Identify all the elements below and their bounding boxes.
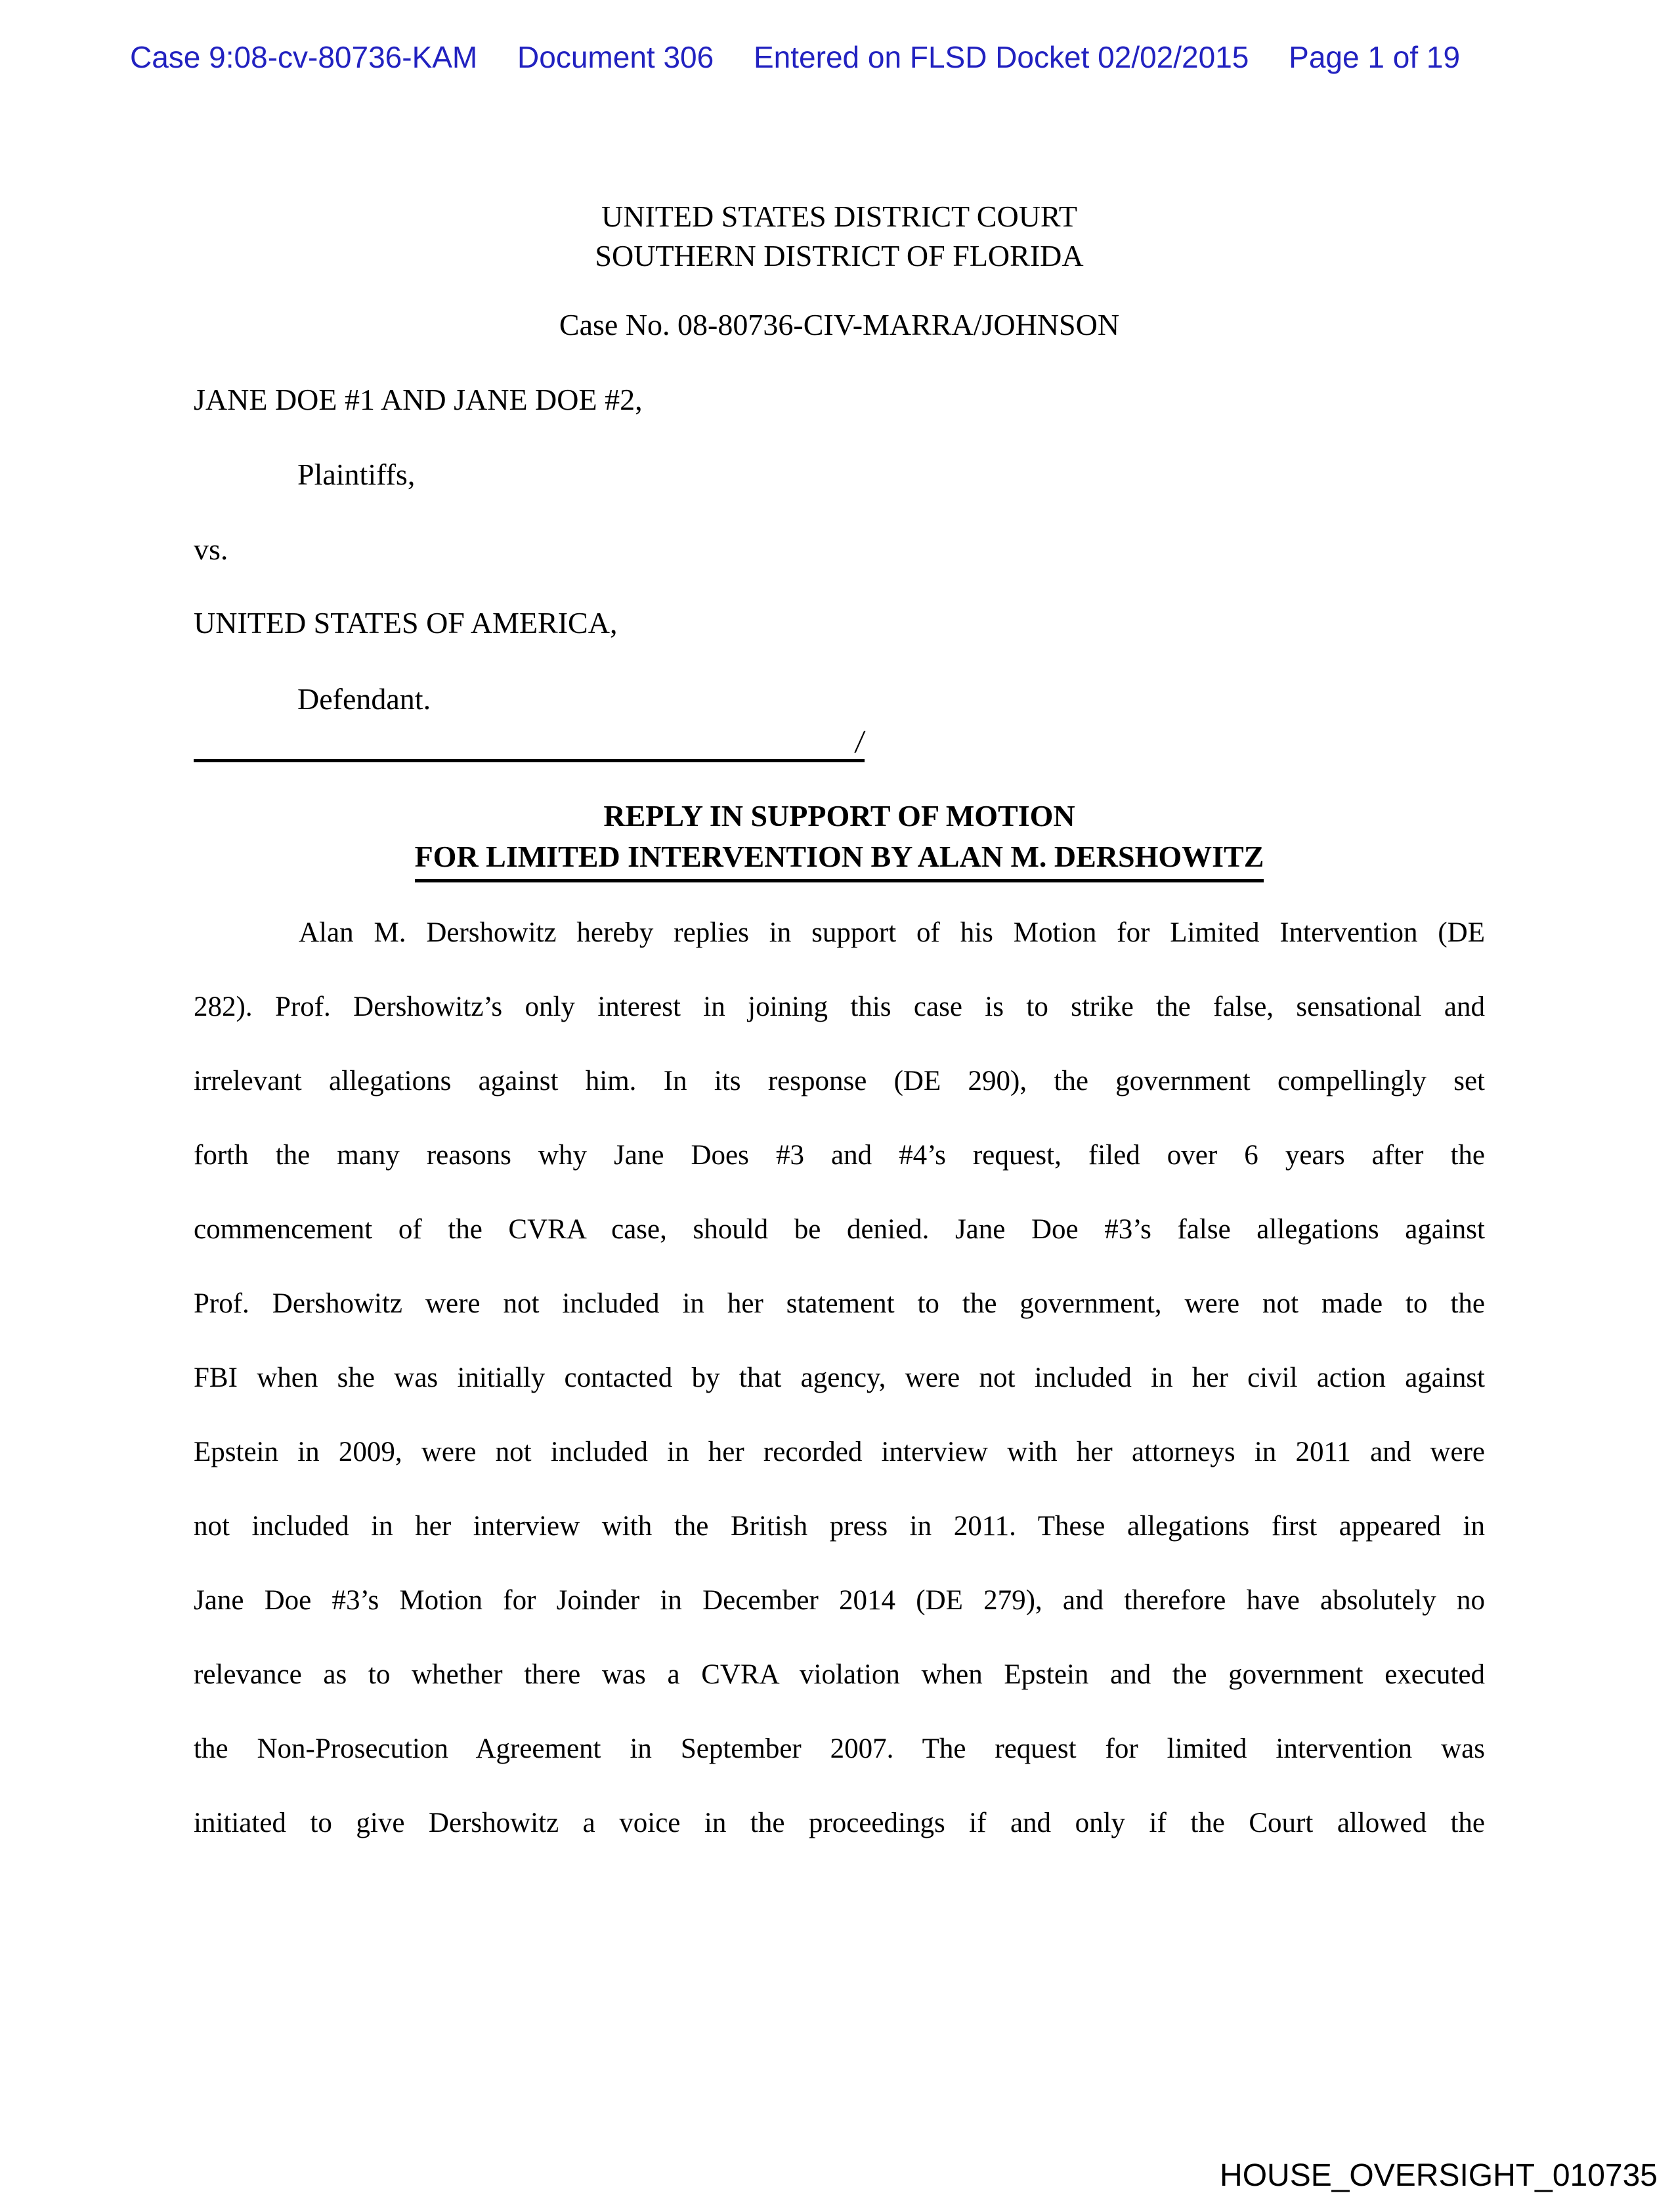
body-line: Jane Doe #3’s Motion for Joinder in December 2014 (DE 279), and therefore have absolutely no [194, 1585, 1485, 1616]
body-line: Epstein in 2009, were not included in her recorded interview with her attorneys in 2011 and were [194, 1437, 1485, 1467]
caption-separator-slash: / [853, 723, 867, 760]
court-heading [194, 197, 1485, 276]
body-line: Prof. Dershowitz were not included in her statement to the government, were not made to the [194, 1288, 1485, 1319]
body-paragraph [194, 896, 1485, 1860]
body-line: forth the many reasons why Jane Does #3 and #4’s request, filed over 6 years after the [194, 1140, 1485, 1171]
header-document-number: Document 306 [517, 40, 714, 74]
court-district: SOUTHERN DISTRICT OF FLORIDA [595, 239, 1084, 272]
document-title [194, 796, 1485, 882]
caption-plaintiff-role: Plaintiffs, [297, 458, 416, 491]
body-line: Alan M. Dershowitz hereby replies in support of his Motion for Limited Intervention (DE [299, 917, 1485, 948]
header-page-number: Page 1 of 19 [1289, 40, 1461, 74]
body-line: initiated to give Dershowitz a voice in the proceedings if and only if the Court allowed the [194, 1808, 1485, 1838]
body-line: not included in her interview with the British press in 2011. These allegations first appeared in [194, 1511, 1485, 1542]
caption-defendant-name: UNITED STATES OF AMERICA, [194, 606, 618, 640]
body-line: relevance as to whether there was a CVRA violation when Epstein and the government executed [194, 1659, 1485, 1690]
body-line: commencement of the CVRA case, should be denied. Jane Doe #3’s false allegations against [194, 1214, 1485, 1245]
bates-stamp: HOUSE_OVERSIGHT_010735 [1220, 2158, 1658, 2193]
caption-separator-rule [194, 721, 865, 762]
document-title-line1: REPLY IN SUPPORT OF MOTION [603, 799, 1075, 833]
header-case-number: Case 9:08-cv-80736-KAM [130, 40, 478, 74]
case-number-line: Case No. 08-80736-CIV-MARRA/JOHNSON [559, 308, 1120, 341]
caption-versus: vs. [194, 532, 228, 566]
document-title-line2: FOR LIMITED INTERVENTION BY ALAN M. DERSHOWITZ [415, 836, 1264, 882]
body-line: 282). Prof. Dershowitz’s only interest in joining this case is to strike the false, sensational and [194, 991, 1485, 1022]
body-line: FBI when she was initially contacted by that agency, were not included in her civil action against [194, 1362, 1485, 1393]
body-line: irrelevant allegations against him. In its response (DE 290), the government compellingly set [194, 1066, 1485, 1096]
header-docket-entry: Entered on FLSD Docket 02/02/2015 [754, 40, 1249, 74]
caption-plaintiff-names: JANE DOE #1 AND JANE DOE #2, [194, 383, 643, 416]
pacer-stamp-header [130, 39, 1460, 75]
caption-defendant-role: Defendant. [297, 682, 431, 716]
body-line: the Non-Prosecution Agreement in September 2007. The request for limited intervention was [194, 1733, 1485, 1764]
court-name: UNITED STATES DISTRICT COURT [601, 200, 1077, 233]
